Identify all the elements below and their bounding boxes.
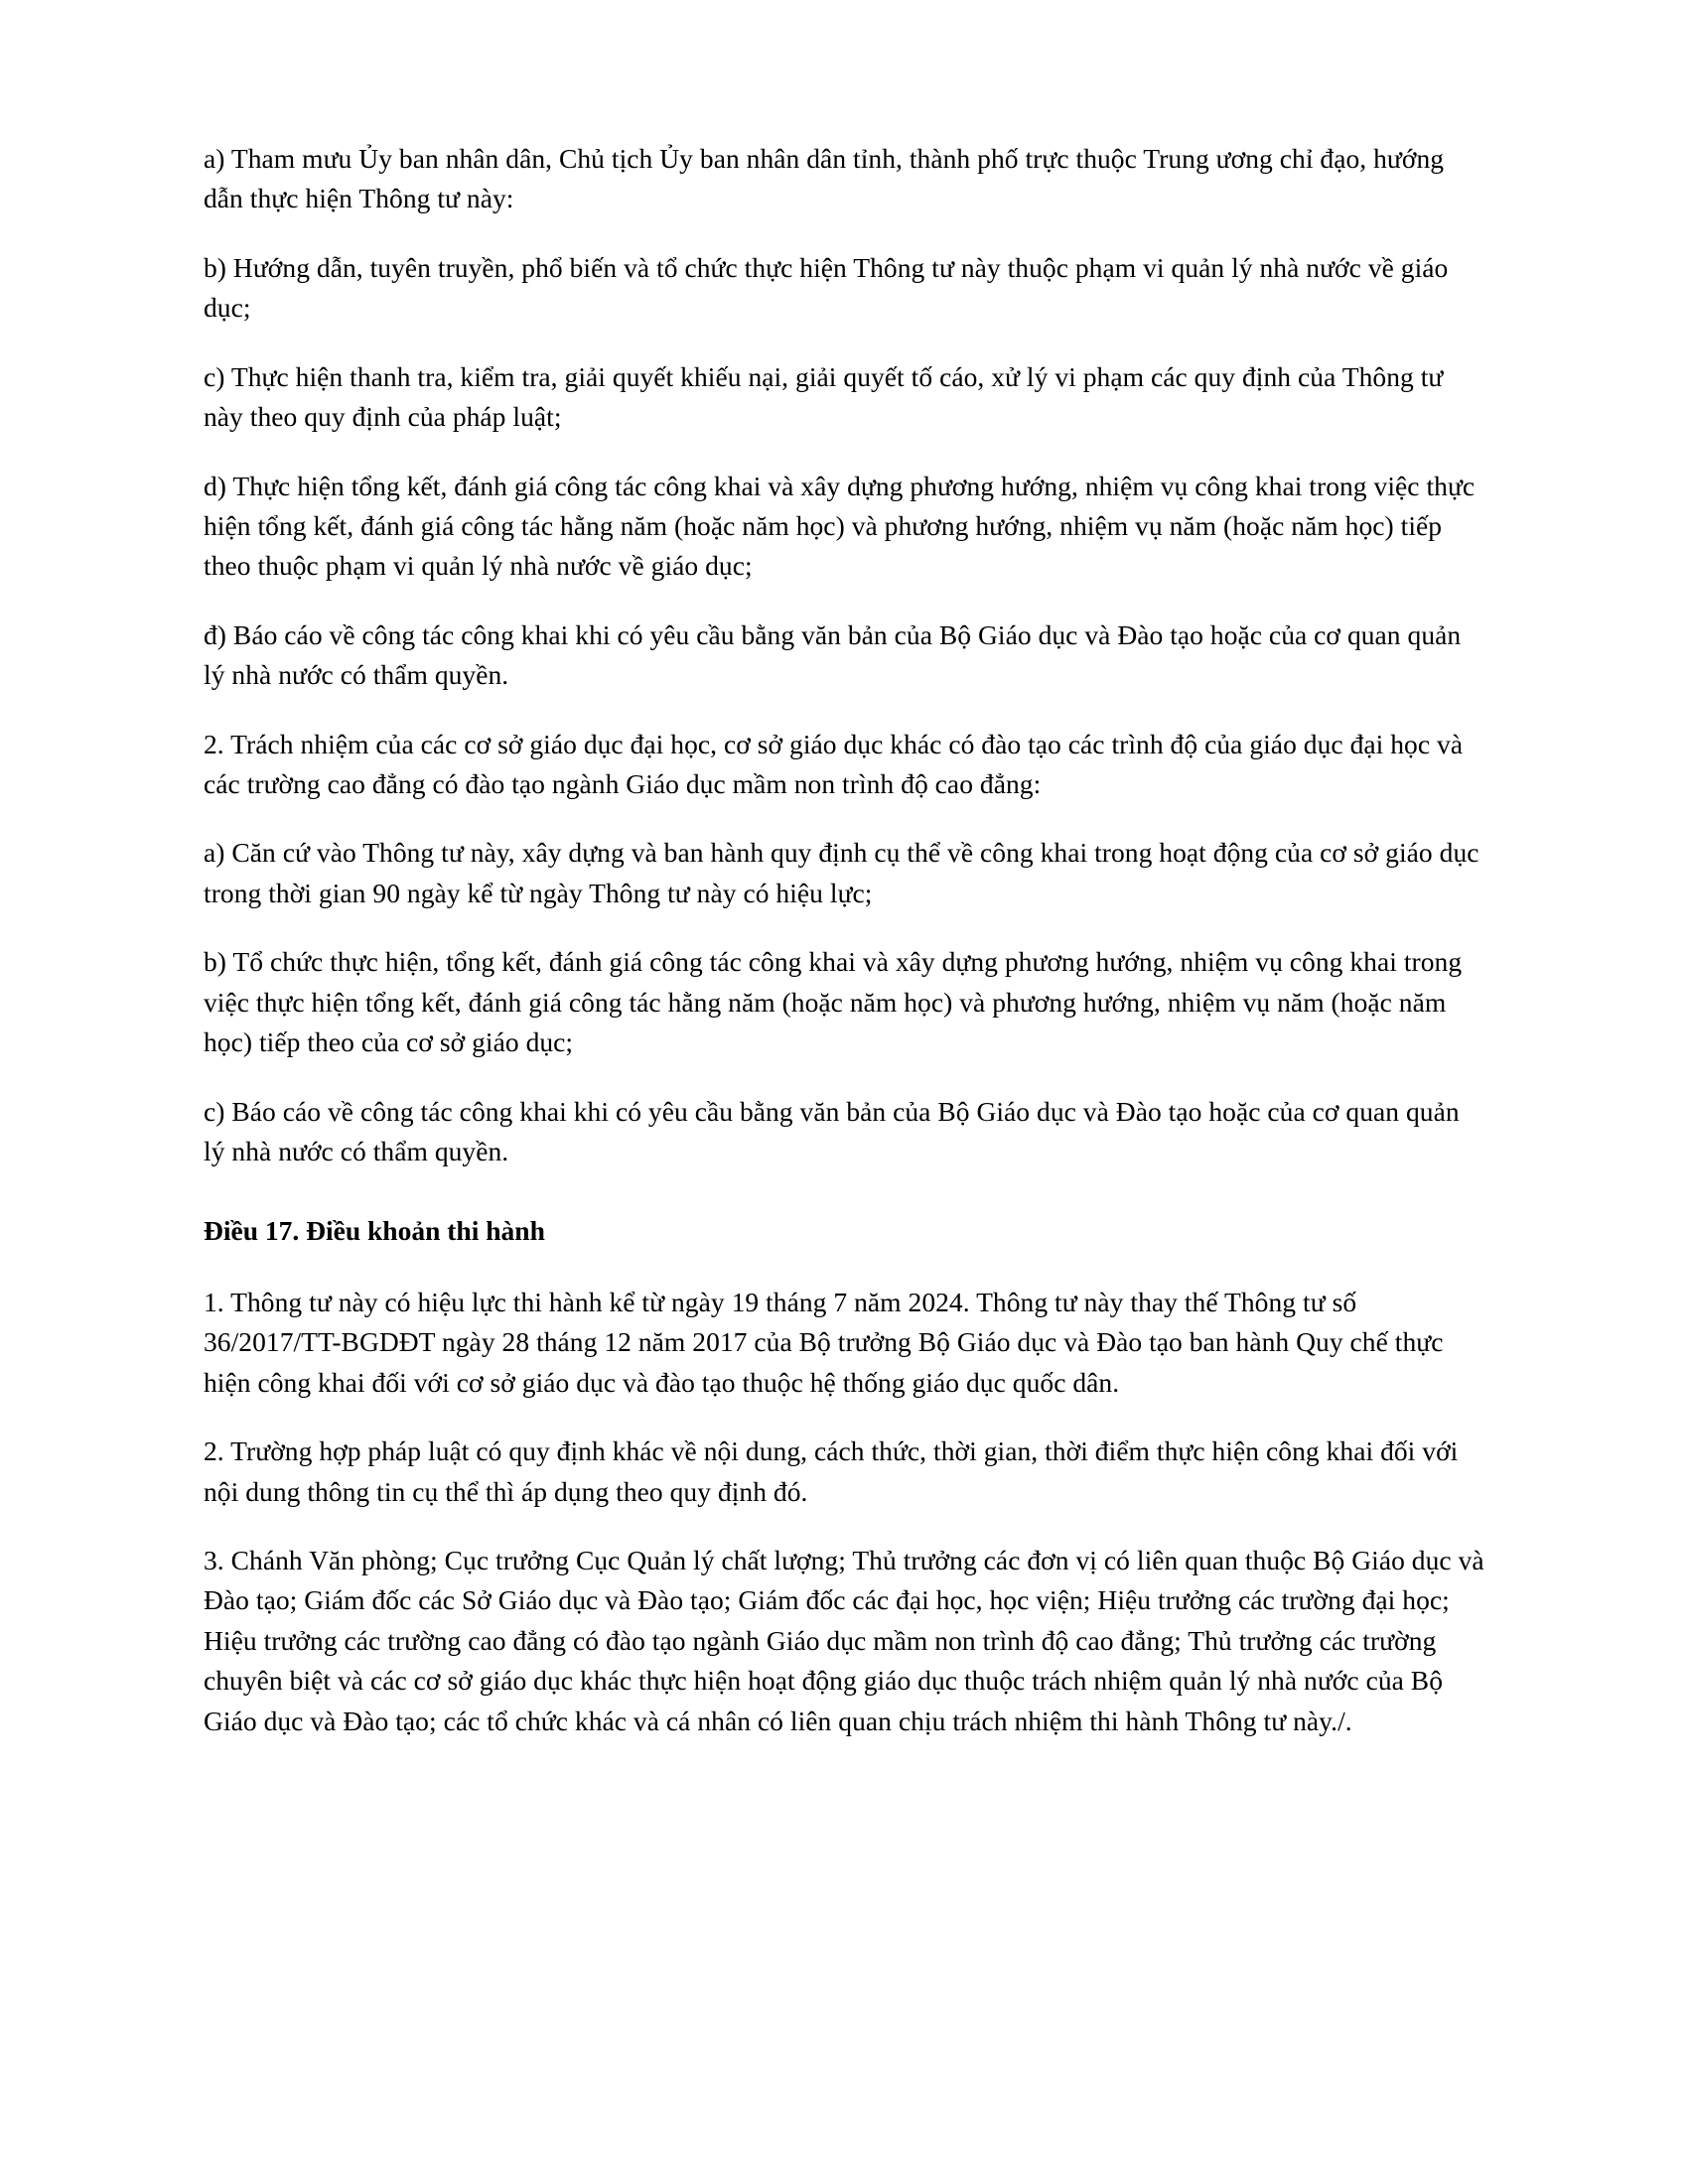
document-body	[204, 139, 1484, 1741]
paragraph-item-a-1: a) Tham mưu Ủy ban nhân dân, Chủ tịch Ủy ban nhân dân tỉnh, thành phố trực thuộc Trung ương chỉ đạo, hướng dẫn thực hiện Thông tư này:	[204, 143, 1445, 214]
paragraph-item-c-1: c) Thực hiện thanh tra, kiểm tra, giải quyết khiếu nại, giải quyết tố cáo, xử lý vi phạm các quy định của Thông tư này theo quy định của pháp luật;	[204, 360, 1444, 433]
paragraph-dieu17-clause-2: 2. Trường hợp pháp luật có quy định khác về nội dung, cách thức, thời gian, thời điểm thực hiện công khai đối với nội dung thông tin cụ thể thì áp dụng theo quy định đó.	[204, 1435, 1459, 1507]
section-heading-dieu-17: Điều 17. Điều khoản thi hành	[204, 1215, 545, 1247]
paragraph-item-a-2: a) Căn cứ vào Thông tư này, xây dựng và ban hành quy định cụ thể về công khai trong hoạt động của cơ sở giáo dục trong thời gian 90 ngày kể từ ngày Thông tư này có hiệu lực;	[204, 837, 1479, 908]
paragraph-item-b-1: b) Hướng dẫn, tuyên truyền, phổ biến và tổ chức thực hiện Thông tư này thuộc phạm vi quản lý nhà nước về giáo dục;	[204, 251, 1449, 324]
paragraph-item-d-1: d) Thực hiện tổng kết, đánh giá công tác công khai và xây dựng phương hướng, nhiệm vụ công khai trong việc thực hiện tổng kết, đánh giá công tác hằng năm (hoặc năm học) và phương hướng, nhiệm vụ năm (hoặc năm học) tiếp theo thuộc phạm vi quản lý nhà nước về giáo dục;	[204, 470, 1476, 582]
paragraph-clause-2: 2. Trách nhiệm của các cơ sở giáo dục đại học, cơ sở giáo dục khác có đào tạo các trình độ của giáo dục đại học và các trường cao đẳng có đào tạo ngành Giáo dục mầm non trình độ cao đẳng:	[204, 728, 1464, 800]
paragraph-item-dd-1: đ) Báo cáo về công tác công khai khi có yêu cầu bằng văn bản của Bộ Giáo dục và Đào tạo hoặc của cơ quan quản lý nhà nước có thẩm quyền.	[204, 618, 1462, 691]
paragraph-item-c-2: c) Báo cáo về công tác công khai khi có yêu cầu bằng văn bản của Bộ Giáo dục và Đào tạo hoặc của cơ quan quản lý nhà nước có thẩm quyền.	[204, 1095, 1460, 1167]
paragraph-item-b-2: b) Tổ chức thực hiện, tổng kết, đánh giá công tác công khai và xây dựng phương hướng, nhiệm vụ công khai trong việc thực hiện tổng kết, đánh giá công tác hằng năm (hoặc năm học) và phương hướng, nhiệm vụ năm (hoặc năm học) tiếp theo của cơ sở giáo dục;	[204, 946, 1463, 1058]
paragraph-dieu17-clause-1: 1. Thông tư này có hiệu lực thi hành kể từ ngày 19 tháng 7 năm 2024. Thông tư này thay thế Thông tư số 36/2017/TT-BGDĐT ngày 28 tháng 12 năm 2017 của Bộ trưởng Bộ Giáo dục và Đào tạo ban hành Quy chế thực hiện công khai đối với cơ sở giáo dục và đào tạo thuộc hệ thống giáo dục quốc dân.	[204, 1286, 1444, 1398]
paragraph-dieu17-clause-3: 3. Chánh Văn phòng; Cục trưởng Cục Quản lý chất lượng; Thủ trưởng các đơn vị có liên quan thuộc Bộ Giáo dục và Đào tạo; Giám đốc các Sở Giáo dục và Đào tạo; Giám đốc các đại học, học viện; Hiệu trưởng các trường đại học; Hiệu trưởng các trường cao đẳng có đào tạo ngành Giáo dục mầm non trình độ cao đẳng; Thủ trưởng các trường chuyên biệt và các cơ sở giáo dục khác thực hiện hoạt động giáo dục thuộc trách nhiệm quản lý nhà nước của Bộ Giáo dục và Đào tạo; các tổ chức khác và cá nhân có liên quan chịu trách nhiệm thi hành Thông tư này./.	[204, 1544, 1484, 1736]
